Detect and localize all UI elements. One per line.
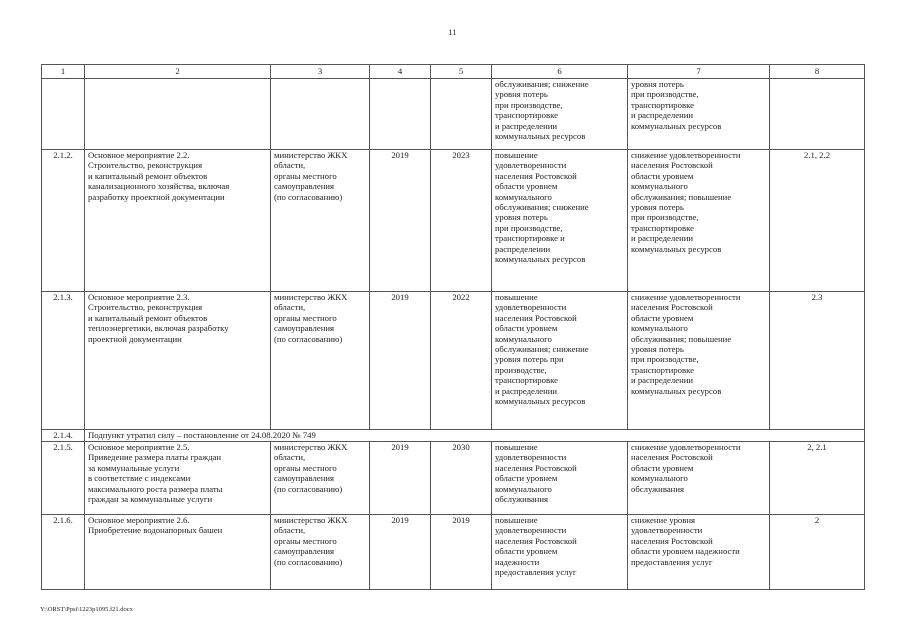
- header-cell: 7: [628, 65, 770, 79]
- expected-result: повышение удовлетворенности населения Ростовской области уровнем коммунального обслуживания; снижение уровня потерь при производстве, транспортировке и распределении коммунальных ресурсов: [492, 150, 628, 292]
- table-row: [42, 150, 865, 292]
- measures-table: [41, 64, 865, 590]
- expected-result: повышение удовлетворенности населения Ростовской области уровнем коммунального обслуживания: [492, 442, 628, 515]
- non-implementation-consequence: снижение удовлетворенности населения Ростовской области уровнем коммунального обслуживания: [628, 442, 770, 515]
- row-number: 2.1.6.: [42, 515, 85, 590]
- indicator-link: 2.3: [770, 292, 865, 430]
- table-row: [42, 292, 865, 430]
- measure-name: [85, 79, 271, 150]
- file-path-footer: Y:\ORST\Ppsi\1223p1095.f21.docx: [40, 606, 133, 613]
- measure-name: Основное мероприятие 2.2. Строительство, реконструкция и капитальный ремонт объектов канализационного хозяйства, включая разработку проектной документации: [85, 150, 271, 292]
- executor: министерство ЖКХ области, органы местного самоуправления (по согласованию): [271, 442, 370, 515]
- header-cell: 3: [271, 65, 370, 79]
- indicator-link: [770, 79, 865, 150]
- start-year: 2019: [370, 515, 431, 590]
- expected-result: обслуживания; снижение уровня потерь при производстве, транспортировке и распределении коммунальных ресурсов: [492, 79, 628, 150]
- measure-name: Основное мероприятие 2.5. Приведение размера платы граждан за коммунальные услуги в соответствие с индексами максимального роста размера платы граждан за коммунальные услуги: [85, 442, 271, 515]
- executor: министерство ЖКХ области, органы местного самоуправления (по согласованию): [271, 292, 370, 430]
- table-row: [42, 442, 865, 515]
- non-implementation-consequence: снижение уровня удовлетворенности населения Ростовской области уровнем надежности предоставления услуг: [628, 515, 770, 590]
- end-year: 2019: [431, 515, 492, 590]
- table-row: [42, 79, 865, 150]
- header-cell: 5: [431, 65, 492, 79]
- start-year: 2019: [370, 442, 431, 515]
- column-number-header-row: [42, 65, 865, 79]
- executor: министерство ЖКХ области, органы местного самоуправления (по согласованию): [271, 150, 370, 292]
- header-cell: 6: [492, 65, 628, 79]
- indicator-link: 2, 2.1: [770, 442, 865, 515]
- end-year: 2030: [431, 442, 492, 515]
- header-cell: 8: [770, 65, 865, 79]
- measure-name: Основное мероприятие 2.6. Приобретение водонапорных башен: [85, 515, 271, 590]
- end-year: 2023: [431, 150, 492, 292]
- table-row: [42, 515, 865, 590]
- page-number: 11: [448, 27, 457, 37]
- end-year: 2022: [431, 292, 492, 430]
- start-year: 2019: [370, 292, 431, 430]
- indicator-link: 2.1, 2.2: [770, 150, 865, 292]
- start-year: [370, 79, 431, 150]
- header-cell: 2: [85, 65, 271, 79]
- indicator-link: 2: [770, 515, 865, 590]
- executor: [271, 79, 370, 150]
- non-implementation-consequence: уровня потерь при производстве, транспортировке и распределении коммунальных ресурсов: [628, 79, 770, 150]
- measure-name: Основное мероприятие 2.3. Строительство, реконструкция и капитальный ремонт объектов теплоэнергетики, включая разработку проектной документации: [85, 292, 271, 430]
- row-number: [42, 79, 85, 150]
- start-year: 2019: [370, 150, 431, 292]
- row-number: 2.1.2.: [42, 150, 85, 292]
- row-number: 2.1.3.: [42, 292, 85, 430]
- executor: министерство ЖКХ области, органы местного самоуправления (по согласованию): [271, 515, 370, 590]
- row-number: 2.1.5.: [42, 442, 85, 515]
- repealed-note: Подпункт утратил силу – постановление от 24.08.2020 № 749: [85, 430, 865, 442]
- non-implementation-consequence: снижение удовлетворенности населения Ростовской области уровнем коммунального обслуживания; повышение уровня потерь при производстве, транспортировке и распределении коммунальных ресурсов: [628, 292, 770, 430]
- table-row: [42, 430, 865, 442]
- expected-result: повышение удовлетворенности населения Ростовской области уровнем надежности предоставления услуг: [492, 515, 628, 590]
- end-year: [431, 79, 492, 150]
- header-cell: 4: [370, 65, 431, 79]
- expected-result: повышение удовлетворенности населения Ростовской области уровнем коммунального обслуживания; снижение уровня потерь при производстве, транспортировке и распределении коммунальных ресурсов: [492, 292, 628, 430]
- non-implementation-consequence: снижение удовлетворенности населения Ростовской области уровнем коммунального обслуживания; повышение уровня потерь при производстве, транспортировке и распределении коммунальных ресурсов: [628, 150, 770, 292]
- header-cell: 1: [42, 65, 85, 79]
- row-number: 2.1.4.: [42, 430, 85, 442]
